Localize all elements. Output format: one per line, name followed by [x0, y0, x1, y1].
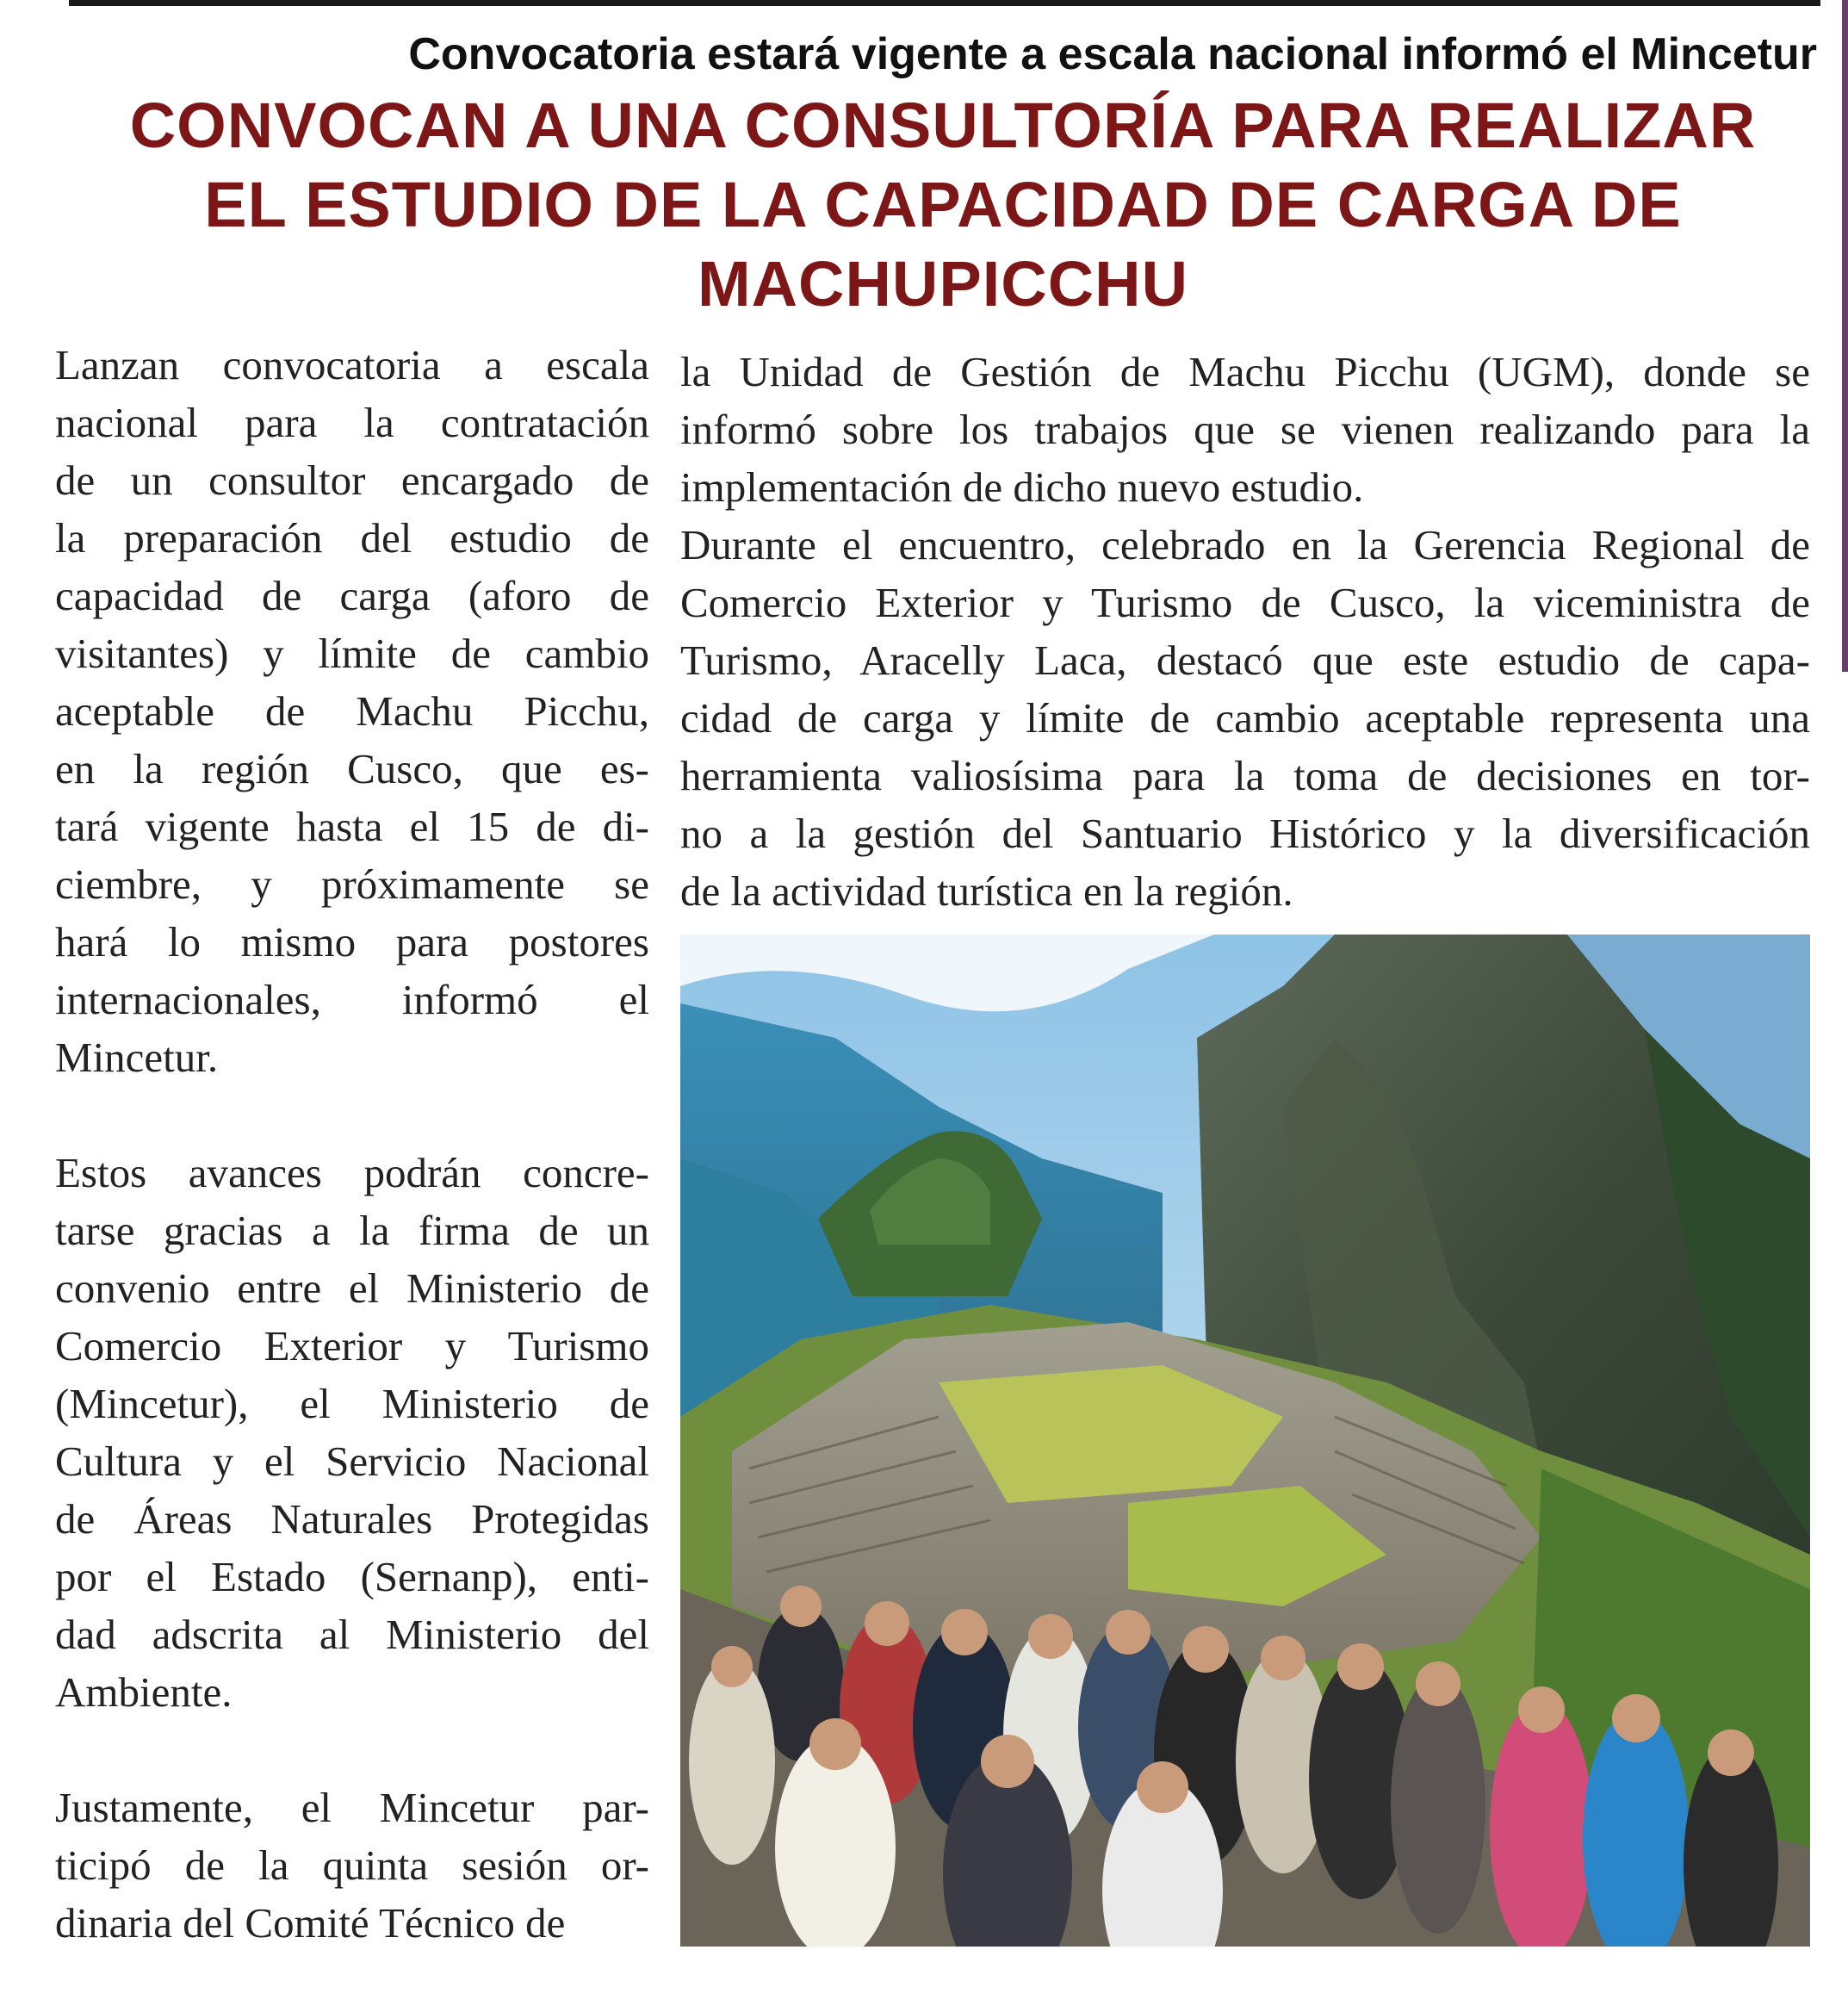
left-column	[55, 336, 649, 1952]
text-line: Ambiente.	[55, 1668, 233, 1716]
text-line: visitantes) y límite de cambio	[55, 630, 649, 677]
text-line: cidad de carga y límite de cambio aceptable representa una	[680, 694, 1810, 742]
paragraph	[55, 336, 649, 1086]
text-line: capacidad de carga (aforo de	[55, 572, 649, 619]
right-column	[680, 343, 1810, 920]
text-line: convenio entre el Ministerio de	[55, 1264, 649, 1312]
paragraph	[680, 516, 1810, 920]
headline-line: MACHUPICCHU	[697, 248, 1189, 320]
text-line: ciembre, y próximamente se	[55, 860, 649, 908]
text-line: nacional para la contratación	[55, 399, 649, 446]
text-line: de Áreas Naturales Protegidas	[55, 1495, 649, 1543]
text-line: la Unidad de Gestión de Machu Picchu (UGM), donde se	[680, 348, 1810, 395]
text-line: Durante el encuentro, celebrado en la Gerencia Regional de	[680, 521, 1810, 568]
text-line: aceptable de Machu Picchu,	[55, 687, 649, 735]
text-line: Justamente, el Mincetur par-	[55, 1784, 649, 1831]
kicker: Convocatoria estará vigente a escala nacional informó el Mincetur	[408, 29, 1817, 79]
text-line: por el Estado (Sernanp), enti-	[55, 1553, 649, 1600]
text-line: no a la gestión del Santuario Histórico y la diversificación	[680, 810, 1810, 857]
headline	[69, 86, 1817, 324]
text-line: Turismo, Aracelly Laca, destacó que este estudio de capa-	[680, 637, 1810, 684]
text-line: Mincetur.	[55, 1034, 219, 1081]
text-line: informó sobre los trabajos que se vienen realizando para la	[680, 406, 1810, 453]
text-line: de la actividad turística en la región.	[680, 867, 1293, 915]
paragraph	[55, 1144, 649, 1721]
text-line: Lanzan convocatoria a escala	[55, 341, 649, 388]
text-line: Cultura y el Servicio Nacional	[55, 1438, 649, 1485]
headline-line: EL ESTUDIO DE LA CAPACIDAD DE CARGA DE	[204, 169, 1682, 240]
text-line: de un consultor encargado de	[55, 456, 649, 504]
paragraph	[680, 343, 1810, 516]
text-line: tarse gracias a la firma de un	[55, 1207, 649, 1254]
text-line: implementación de dicho nuevo estudio.	[680, 463, 1364, 511]
text-line: ticipó de la quinta sesión or-	[55, 1841, 649, 1889]
headline-line: CONVOCAN A UNA CONSULTORÍA PARA REALIZAR	[129, 90, 1757, 161]
text-line: hará lo mismo para postores	[55, 918, 649, 966]
paragraph	[55, 1779, 649, 1952]
text-line: internacionales, informó el	[55, 976, 649, 1023]
text-line: dad adscrita al Ministerio del	[55, 1611, 649, 1658]
top-rule	[69, 0, 1820, 6]
text-line: la preparación del estudio de	[55, 514, 649, 562]
text-line: en la región Cusco, que es-	[55, 745, 649, 792]
text-line: Estos avances podrán concre-	[55, 1149, 649, 1196]
text-line: Comercio Exterior y Turismo de Cusco, la viceministra de	[680, 579, 1810, 626]
text-line: (Mincetur), el Ministerio de	[55, 1380, 649, 1427]
side-rule	[1842, 0, 1848, 672]
text-line: tará vigente hasta el 15 de di-	[55, 803, 649, 850]
text-line: Comercio Exterior y Turismo	[55, 1322, 649, 1369]
machu-picchu-photo	[680, 935, 1810, 1947]
text-line: herramienta valiosísima para la toma de decisiones en tor-	[680, 752, 1810, 799]
text-line: dinaria del Comité Técnico de	[55, 1899, 566, 1947]
